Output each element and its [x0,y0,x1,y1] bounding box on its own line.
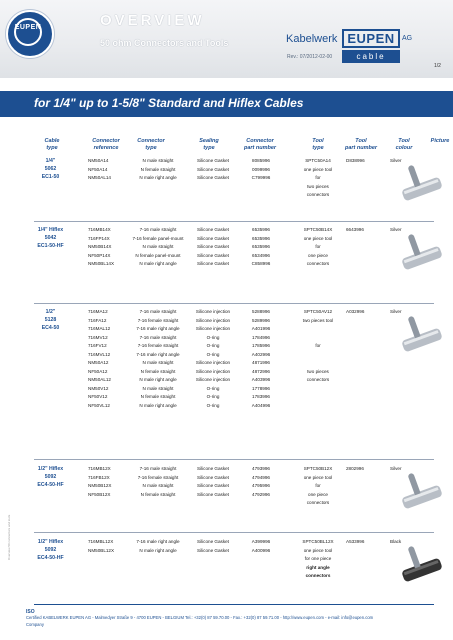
brand-prefix: Kabelwerk [286,33,338,45]
tool-type: SPTC50B12X [303,466,333,471]
table-cell: Silicone injection [195,309,231,314]
table-cell: 4793996 [252,466,270,471]
table-cell: 7-16 female straight [137,317,179,323]
table-cell: NM50A14 [88,158,109,163]
cable-type: 1/4" [45,158,56,164]
table-cell: 7-16 male straight [139,227,177,232]
table-cell: Silicone Gasket [197,547,229,553]
table-cell: A402996 [251,351,271,357]
group-divider [34,459,434,460]
table-cell: N male straight [142,244,174,249]
tool-part-number: 6643996 [346,227,364,232]
table-cell: 1784996 [252,334,270,340]
table-cell: 7-16 female straight [137,343,179,348]
table-cell: N female straight [140,166,176,172]
table-cell: 7-16 male right angle [136,326,180,331]
table-cell: Silicone Gasket [197,235,229,241]
cable-type: 5092 [44,547,57,553]
tool-type: SPTC50B14X [303,227,333,232]
table-cell: N female straight [140,394,176,399]
brand-name: EUPEN [342,29,400,48]
table-cell: 716MAL12 [88,326,111,331]
page-number: 1/2 [434,63,441,69]
table-cell: NM50BL12X [88,547,115,553]
tool-type: connectors [306,500,330,505]
column-header: Connector part number [243,138,277,151]
tool-colour: Silver [390,158,402,163]
revision-label: Rev.: 07/2012-02-00 [287,54,333,60]
page-title: OVERVIEW [100,12,205,29]
table-cell: NM50V12 [88,385,109,391]
page-subtitle: 50 ohm Connectors and Tools [100,38,229,48]
table-cell: C799996 [251,175,271,180]
crimp-tool-icon [394,467,450,527]
table-cell: 716FP14X [88,235,110,241]
table-cell: A403996 [251,377,271,382]
table-cell: O-ring [206,385,220,391]
tool-type: right angle [306,564,330,570]
table-cell: N female straight [140,368,176,374]
cable-type: EC1-50 [41,174,60,180]
table-cell: Silicone Gasket [197,466,229,471]
table-cell: 4795996 [252,483,270,488]
column-header: Sealing type [199,138,219,151]
table-cell: Silicone injection [195,377,231,382]
tool-type: for [315,343,321,348]
product-line-badge: cable [342,50,400,63]
table-cell: Silicone Gasket [197,539,229,544]
table-cell: O-ring [206,402,220,408]
tool-part-number: A533996 [346,539,365,544]
table-cell: 4871996 [252,360,270,365]
tool-type: one piece [308,491,328,497]
tool-colour: Black [390,539,402,544]
section-banner-text: for 1/4" up to 1-5/8" Standard and Hiflex Cables [34,96,304,110]
table-cell: 6535996 [252,227,270,232]
table-cell: Silicone injection [195,326,231,331]
cable-type: 1/4" Hiflex [37,227,64,233]
tool-type: connectors [306,192,330,197]
tool-type: for one piece [304,556,332,561]
table-cell: 716MA12 [88,309,108,314]
table-cell: 7-16 male right angle [136,351,180,357]
footer-iso: ISO [26,609,35,615]
group-divider [34,532,434,533]
table-cell: 0099996 [252,166,270,172]
crimp-tool-icon [394,540,450,600]
tool-type: two pieces [307,368,329,374]
table-cell: 4872996 [252,368,270,374]
table-cell: N male right angle [139,175,177,180]
table-cell: 716MB12X [88,466,111,471]
table-cell: Silicone Gasket [197,175,229,180]
tool-type: one piece tool [303,547,333,553]
table-cell: Silicone Gasket [197,252,229,258]
column-header: Cable type [44,138,60,151]
table-cell: 6535996 [252,244,270,249]
tool-type: for [315,175,321,180]
table-cell: 716FA12 [88,317,107,323]
table-cell: NM50AL12 [88,377,111,382]
tool-type: connectors [306,377,330,382]
table-cell: Silicone Gasket [197,491,229,497]
crimp-tool-icon [394,310,450,370]
cable-type: EC4-50-HF [37,555,64,561]
tool-type: one piece tool [303,235,333,241]
cable-type: 5042 [44,235,57,241]
table-cell: 6534996 [252,252,270,258]
table-cell: 716MVL12 [88,351,111,357]
table-cell: 5289996 [252,317,270,323]
table-cell: 7-16 male straight [139,466,177,471]
column-header: Picture [430,138,450,144]
table-cell: N female straight [140,491,176,497]
tool-type: connectors [305,573,331,578]
table-cell: NF50VL12 [88,402,110,408]
tool-type: two pieces tool [302,317,334,323]
footer-contact: Certified KABELWERK EUPEN AG - Malmedyer Straße 9 - 4700 EUPEN - BELGIUM Tel.: +32(0) 87 59.70.00 - Fax.: +32(0) 87 59.71.00 - http://www.eupen.com - e-mail: info@eupen.com [26,615,374,620]
cable-type: 1/2" Hiflex [37,539,64,545]
tool-type: SPTC50AV12 [303,309,333,314]
crimp-tool-icon [394,228,450,288]
crimp-tool-icon [394,159,450,219]
table-cell: 4792996 [252,491,270,497]
table-cell: 7-16 male right angle [136,539,180,544]
table-cell: 716MV12 [88,334,108,340]
table-cell: NM50BL14X [88,261,115,266]
table-cell: Silicone Gasket [197,244,229,249]
tool-colour: Silver [390,227,402,232]
column-header: Tool colour [395,138,413,151]
table-cell: A400996 [251,547,271,553]
table-cell: 7-16 male straight [139,309,177,314]
table-cell: 716FB12X [88,474,110,480]
table-cell: 716MB14X [88,227,111,232]
table-cell: 1785996 [252,343,270,348]
table-cell: NF50V12 [88,394,108,399]
table-cell: Silicone Gasket [197,166,229,172]
cable-type: EC4-50 [41,325,60,331]
table-cell: O-ring [206,343,220,348]
group-divider [34,221,434,222]
cable-type: 5062 [44,166,57,172]
table-cell: N male right angle [139,547,177,553]
table-cell: N male straight [142,360,174,365]
table-cell: A399996 [251,539,271,544]
column-header: Tool type [312,138,324,151]
tool-type: one piece [308,252,328,258]
table-cell: 5288996 [252,309,270,314]
table-cell: Silicone injection [195,317,231,323]
tool-type: SPTC50BL12X [302,539,334,544]
table-cell: 716FV12 [88,343,107,348]
footer-company: Company [26,622,44,627]
cable-type: 5128 [44,317,57,323]
table-cell: N male right angle [139,261,177,266]
table-cell: NM50B12X [88,483,112,488]
table-cell: N male right angle [139,402,177,408]
cable-type: 1/2" Hiflex [37,466,64,472]
table-cell: NF50B12X [88,491,111,497]
cable-type: 5092 [44,474,57,480]
table-cell: Silicone injection [195,368,231,374]
table-cell: NM50AL14 [88,175,111,180]
table-cell: O-ring [206,334,220,340]
tool-part-number: A032996 [346,309,365,314]
table-cell: O-ring [206,394,220,399]
table-cell: N male straight [142,385,174,391]
brand-suffix: AG [402,35,413,42]
table-cell: 6535996 [252,235,270,241]
table-cell: C858996 [251,261,271,266]
table-cell: O-ring [206,351,220,357]
table-cell: N male right angle [139,377,177,382]
tool-type: for [315,244,321,249]
table-cell: N female panel-mount [135,252,181,258]
tool-type: one piece tool [303,166,333,172]
table-cell: N male straight [142,483,174,488]
table-cell: A401996 [251,326,271,331]
cable-type: 1/2" [45,309,56,315]
table-cell: Silicone Gasket [197,158,229,163]
column-header: Connector reference [92,138,120,151]
tool-type: SPTC50A14 [305,158,331,163]
table-cell: Silicone Gasket [197,261,229,266]
tool-type: for [315,483,321,488]
table-cell: A404996 [251,402,271,408]
cable-type: EC1-50-HF [37,243,64,249]
table-cell: NF50A12 [88,368,108,374]
table-cell: 7-16 female panel-mount [132,235,184,241]
table-cell: 7-16 male straight [139,334,177,340]
table-cell: NM50B14X [88,244,112,249]
table-cell: NF50P14X [88,252,111,258]
table-cell: 7-16 female straight [137,474,179,480]
table-cell: Silicone Gasket [197,483,229,488]
tool-colour: Silver [390,466,402,471]
table-cell: 716MBL12X [88,539,114,544]
cable-type: EC4-50-HF [37,482,64,488]
side-note: Overview 50 connectors and tools [7,514,11,560]
tool-part-number: 2802996 [346,466,364,471]
tool-colour: Silver [390,309,402,314]
table-cell: 8085996 [252,158,270,163]
tool-part-number: D838996 [346,158,365,163]
table-cell: 1778996 [252,385,270,391]
group-divider [34,303,434,304]
table-cell: N male straight [142,158,174,163]
logo-text: EUPEN [14,24,42,31]
table-cell: Silicone Gasket [197,474,229,480]
table-cell: Silicone injection [195,360,231,365]
tool-type: one piece tool [303,474,333,480]
table-cell: 4794996 [252,474,270,480]
table-cell: NF50A14 [88,166,108,172]
table-cell: Silicone Gasket [197,227,229,232]
logo-ring [14,18,42,46]
column-header: Tool part number [344,138,378,151]
table-cell: 1783996 [252,394,270,399]
tool-type: connectors [306,261,330,266]
column-header: Connector type [137,138,165,151]
tool-type: two pieces [307,183,329,189]
table-cell: NM50A12 [88,360,109,365]
footer-divider [34,604,434,605]
